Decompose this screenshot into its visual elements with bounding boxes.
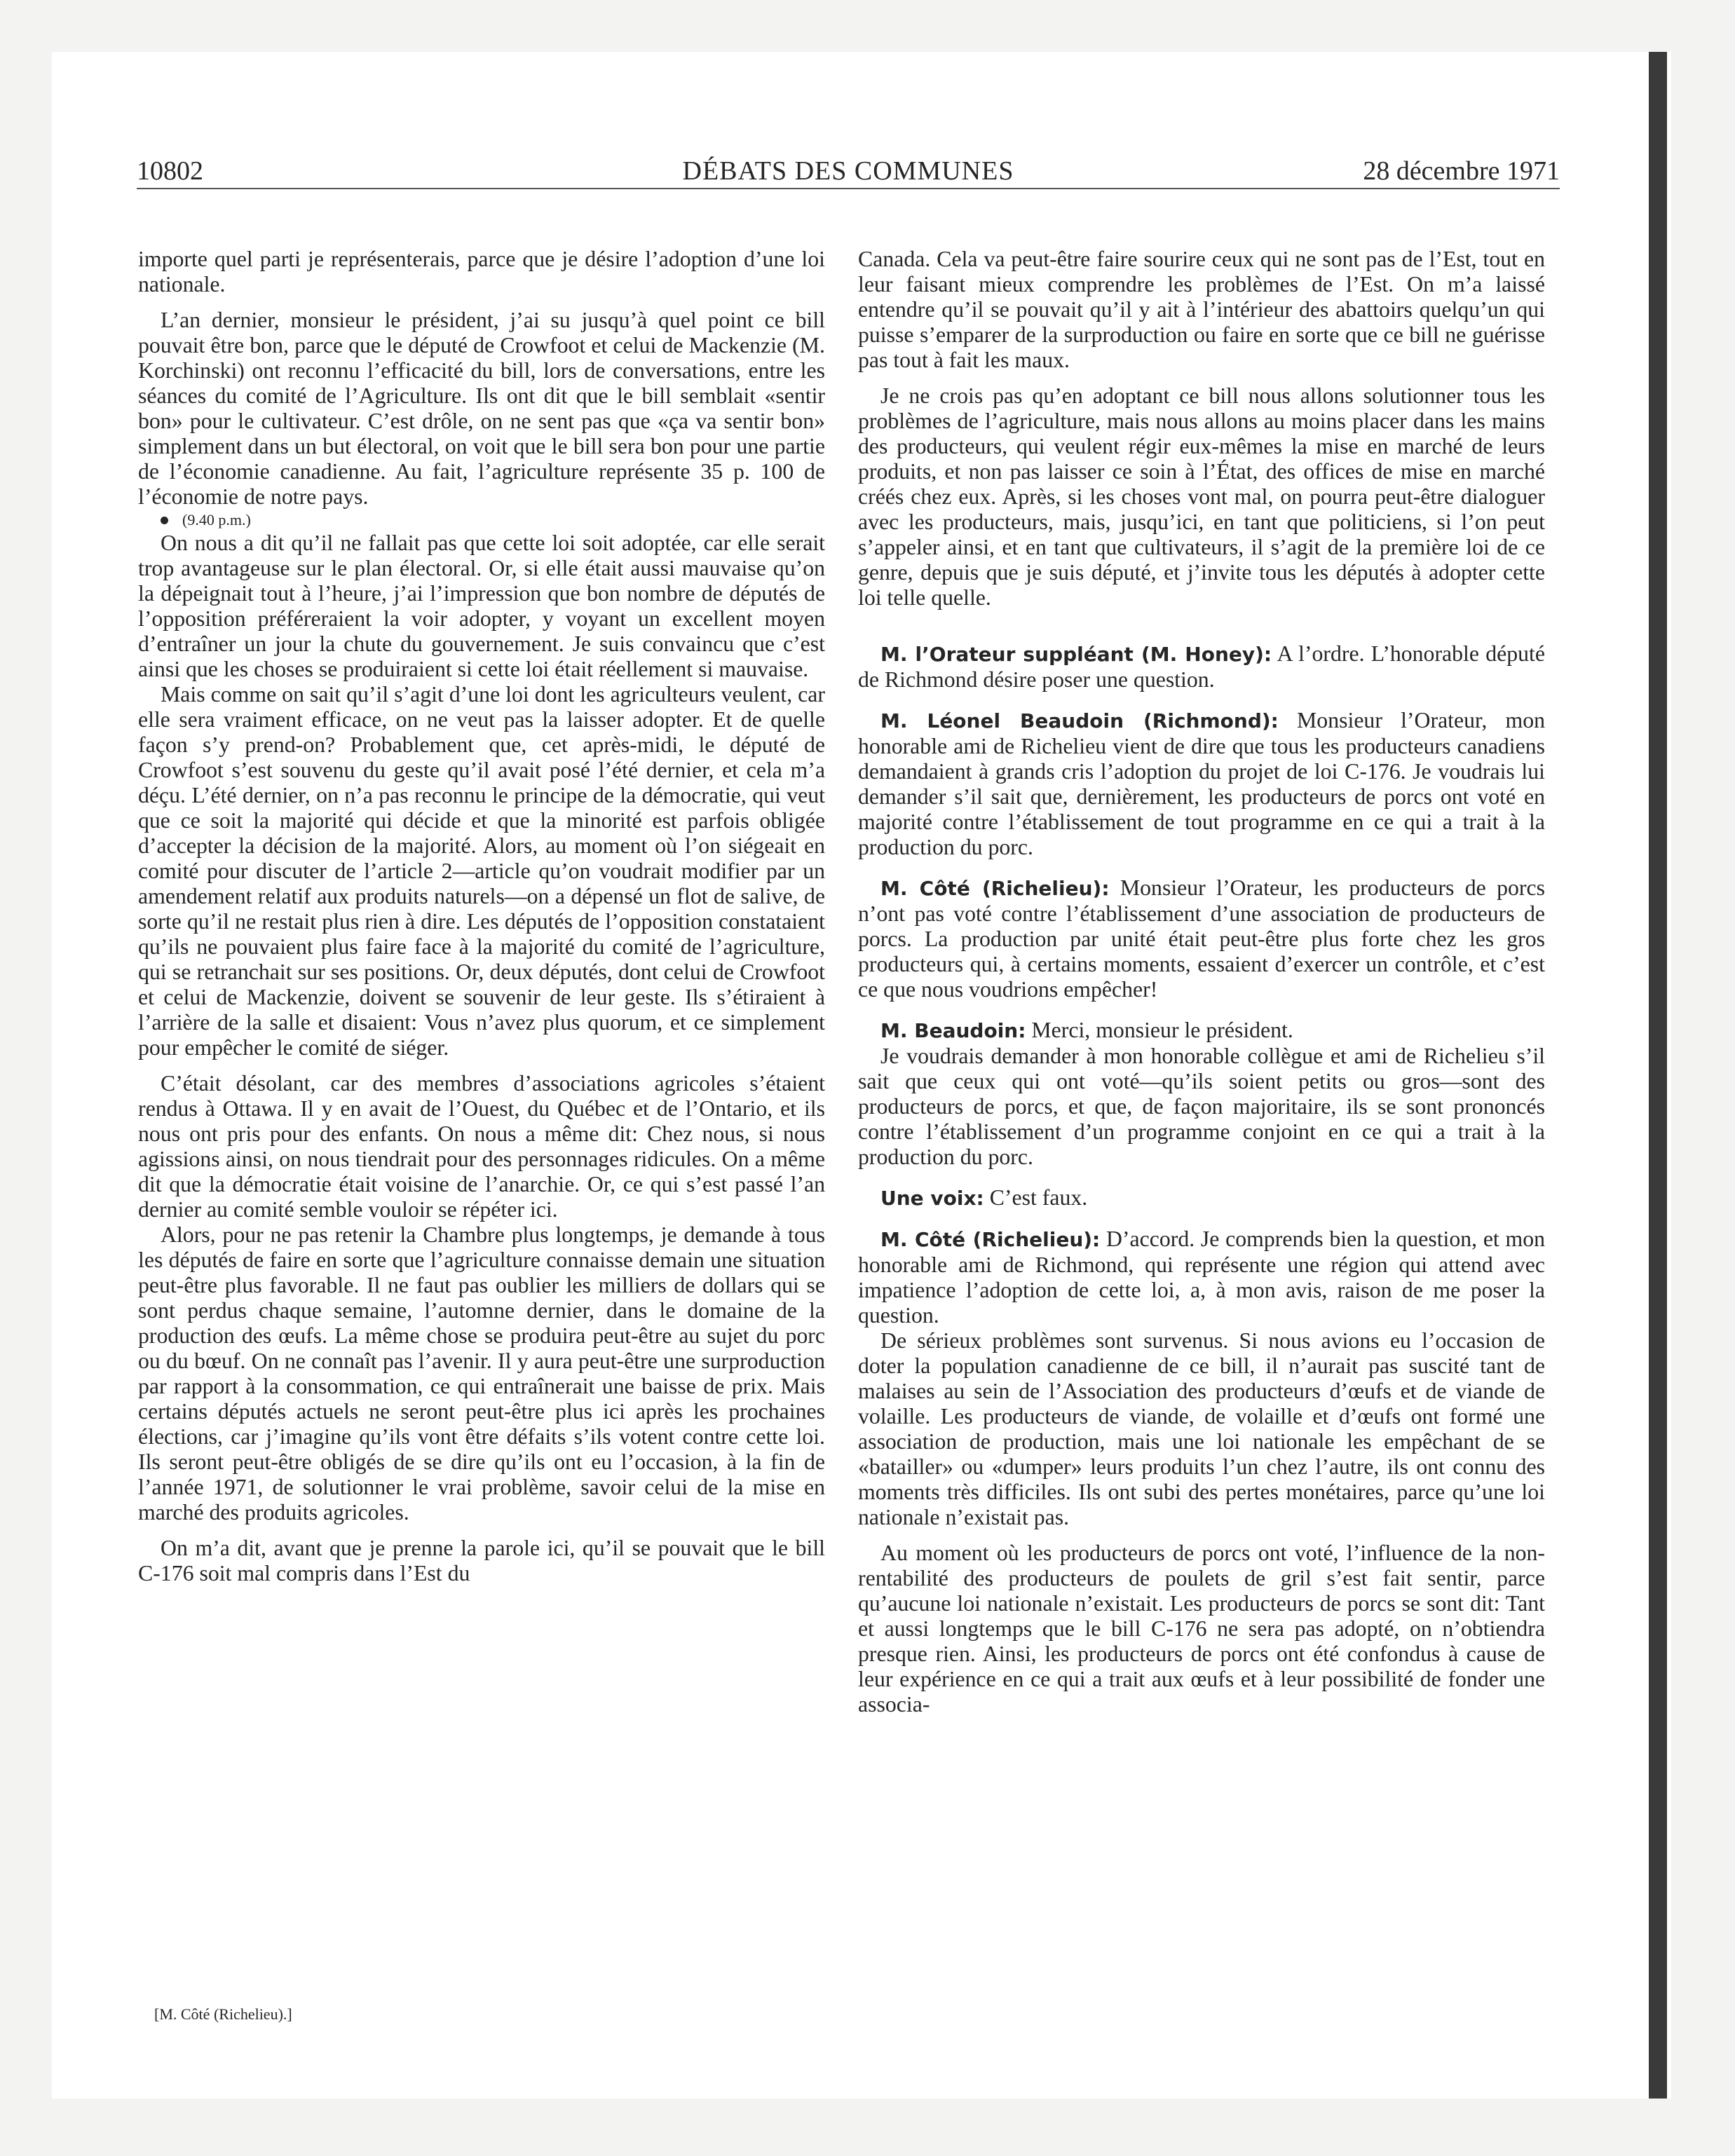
paragraph: Je ne crois pas qu’en adoptant ce bill nous allons solutionner tous les problèmes de l’agriculture, mais nous allons au moins placer dans les mains des producteurs, qui veulent régir eux-mêmes la mise en marché de leurs produits, et non pas laisser ce soin à l’État, des offices de mise en marché créés chez eux. Après, si les choses vont mal, on pourra peut-être dialoguer avec les producteurs, mais, jusqu’ici, en tant que politiciens, si l’on peut s’appeler ainsi, et en tant que cultivateurs, il s’agit de la première loi de ce genre, depuis que je suis député, et j’invite tous les députés à adopter cette loi telle quelle. (858, 383, 1545, 610)
paragraph: Au moment où les producteurs de porcs ont voté, l’influence de la non-rentabilité des producteurs de poulets de gril s’est fait sentir, parce qu’aucune loi nationale n’existait. Les producteurs de porcs se sont dit: Tant et aussi longtemps que le bill C-176 ne sera pas adopté, on n’obtiendra presque rien. Ainsi, les producteurs de porcs ont été confondus à cause de leur expérience en ce qui a trait aux œufs et à leur possibilité de fonder une associa- (858, 1541, 1545, 1717)
time-stamp: (9.40 p.m.) (182, 511, 251, 528)
speech-text: C’est faux. (984, 1185, 1088, 1210)
speaker-attribution: [M. Côté (Richelieu).] (154, 2005, 292, 2023)
speaker-name: M. Côté (Richelieu): (880, 877, 1110, 900)
right-column (858, 247, 1545, 1717)
paragraph: Je voudrais demander à mon honorable collègue et ami de Richelieu s’il sait que ceux qui ont voté—qu’ils soient petits ou gros—sont des producteurs de porcs, et que, de façon majoritaire, ils se sont prononcés contre l’établissement d’un programme conjoint en ce qui a trait à la production du porc. (858, 1044, 1545, 1169)
paragraph: L’an dernier, monsieur le président, j’ai su jusqu’à quel point ce bill pouvait être bon, parce que le député de Crowfoot et celui de Mackenzie (M. Korchinski) ont reconnu l’efficacité du bill, lors de conversations, entre les séances du comité de l’Agriculture. Ils ont dit que le bill semblait «sentir bon» pour le cultivateur. C’est drôle, on ne sent pas que «ça va sentir bon» simplement dans un but électoral, on voit que le bill sera bon pour une partie de l’économie canadienne. Au fait, l’agriculture représente 35 p. 100 de l’économie de notre pays. (138, 308, 825, 509)
page-number: 10802 (137, 156, 203, 186)
speaker-name: M. Côté (Richelieu): (880, 1228, 1101, 1251)
paragraph: Alors, pour ne pas retenir la Chambre plus longtemps, je demande à tous les députés de faire en sorte que l’agriculture connaisse demain une situation peut-être plus favorable. Il ne faut pas oublier les milliers de dollars qui se sont perdus chaque semaine, l’automne dernier, dans le domaine de la production des œufs. La même chose se produira peut-être au sujet du porc ou du bœuf. On ne connaît pas l’avenir. Il y aura peut-être une surproduction par rapport à la consommation, ce qui entraînerait une baisse de prix. Mais certains députés actuels ne seront peut-être plus ici après les prochaines élections, car j’imagine qu’ils vont être défaits s’ils votent contre cette loi. Ils seront peut-être obligés de se dire qu’ils ont eu l’occasion, à la fin de l’année 1971, de solutionner le vrai problème, savoir celui de la mise en marché des produits agricoles. (138, 1222, 825, 1524)
speech (858, 1185, 1545, 1211)
speech-text: Monsieur l’Orateur, les producteurs de porcs n’ont pas voté contre l’établissement d’une association de producteurs de porcs. La production par unité était peut-être plus forte chez les gros producteurs qui, à certains moments, essaient d’exercer un contrôle, et c’est ce que nous voudrions empêcher! (858, 875, 1545, 1002)
header-rule (137, 188, 1560, 189)
speech (858, 641, 1545, 692)
speech-text: Monsieur l’Orateur, mon honorable ami de Richelieu vient de dire que tous les producteurs canadiens demandaient à grands cris l’adoption du projet de loi C-176. Je voudrais lui demander s’il sait que, dernièrement, les producteurs de porcs ont voté en majorité contre l’établissement de tout programme en ce qui a trait à la production du porc. (858, 708, 1545, 859)
speaker-name: M. l’Orateur suppléant (M. Honey): (880, 643, 1272, 666)
paragraph: De sérieux problèmes sont survenus. Si nous avions eu l’occasion de doter la population canadienne de ce bill, il n’aurait pas suscité tant de malaises au sein de l’Association des producteurs d’œufs et de viande de volaille. Les producteurs de viande, de volaille et d’œufs ont formé une association de production, mais une loi nationale les empêchant de se «batailler» ou «dumper» leurs produits l’un chez l’autre, ils ont connu des moments très difficiles. Ils ont subi des pertes monétaires, parce qu’une loi nationale n’existait pas. (858, 1328, 1545, 1529)
bullet-icon (161, 517, 168, 524)
speech (858, 708, 1545, 860)
scan-edge-shadow (1649, 52, 1667, 2099)
speech-text: A l’ordre. L’honorable député de Richmond désire poser une question. (858, 641, 1545, 692)
speaker-name: Une voix: (880, 1187, 984, 1210)
sitting-date: 28 décembre 1971 (1363, 156, 1560, 186)
speaker-name: M. Beaudoin: (880, 1019, 1026, 1042)
paragraph: On m’a dit, avant que je prenne la parole ici, qu’il se pouvait que le bill C-176 soit mal compris dans l’Est du (138, 1536, 825, 1585)
left-column (138, 247, 825, 1586)
speech (858, 875, 1545, 1002)
speech-text: Merci, monsieur le président. (1026, 1018, 1293, 1042)
speech (858, 1018, 1545, 1044)
running-header (137, 155, 1560, 187)
paragraph: On nous a dit qu’il ne fallait pas que cette loi soit adoptée, car elle serait trop avantageuse sur le plan électoral. Or, si elle était aussi mauvaise qu’on la dépeignait tout à l’heure, j’ai l’impression que bon nombre de députés de l’opposition préféreraient la voir adopter, y voyant un excellent moyen d’entraîner un jour la chute du gouvernement. Je suis convaincu que c’est ainsi que les choses se produiraient si cette loi était réellement si mauvaise. (138, 531, 825, 681)
paragraph: C’était désolant, car des membres d’associations agricoles s’étaient rendus à Ottawa. Il y en avait de l’Ouest, du Québec et de l’Ontario, et ils nous ont pris pour des enfants. On nous a même dit: Chez nous, si nous agissions ainsi, on nous tiendrait pour des personnages ridicules. On a même dit que la démocratie était voisine de l’anarchie. Or, ce qui s’est passé l’an dernier au comité semble vouloir se répéter ici. (138, 1071, 825, 1222)
paragraph: Canada. Cela va peut-être faire sourire ceux qui ne sont pas de l’Est, tout en leur faisant mieux comprendre les problèmes de l’Est. On m’a laissé entendre qu’il se pouvait qu’il y ait à l’intérieur des abattoirs quelqu’un qui puisse s’emparer de la surproduction ou faire en sorte que ce bill ne guérisse pas tout à fait les maux. (858, 247, 1545, 372)
paragraph: Mais comme on sait qu’il s’agit d’une loi dont les agriculteurs veulent, car elle sera vraiment efficace, on ne veut pas la laisser adopter. Et de quelle façon s’y prend-on? Probablement que, cet après-midi, le député de Crowfoot s’est souvenu du geste qu’il avait posé l’été dernier, et cela m’a déçu. L’été dernier, on n’a pas reconnu le principe de la démocratie, qui veut que ce soit la majorité qui décide et que la minorité est parfois obligée d’accepter la décision de la majorité. Alors, au moment où l’on siégeait en comité pour discuter de l’article 2—article qu’on voudrait modifier par un amendement relatif aux produits naturels—on a dépensé un flot de salive, de sorte qu’il ne restait plus rien à dire. Les députés de l’opposition constataient qu’ils ne pouvaient plus faire face à la majorité du comité de l’agriculture, qui se retranchait sur ses positions. Or, deux députés, dont celui de Crowfoot et celui de Mackenzie, doivent se souvenir de leur geste. Ils s’étiraient à l’arrière de la salle et disaient: Vous n’avez plus quorum, et ce simplement pour empêcher le comité de siéger. (138, 682, 825, 1060)
paragraph: importe quel parti je représenterais, parce que je désire l’adoption d’une loi nationale. (138, 247, 825, 296)
speech-text: D’accord. Je comprends bien la question, et mon honorable ami de Richmond, qui représente une région qui attend avec impatience l’adoption de cette loi, a, à mon avis, raison de me poser la question. (858, 1227, 1546, 1328)
speech (858, 1227, 1545, 1328)
time-marker (138, 510, 825, 531)
speaker-name: M. Léonel Beaudoin (Richmond): (880, 709, 1279, 732)
journal-title: DÉBATS DES COMMUNES (682, 156, 1014, 186)
